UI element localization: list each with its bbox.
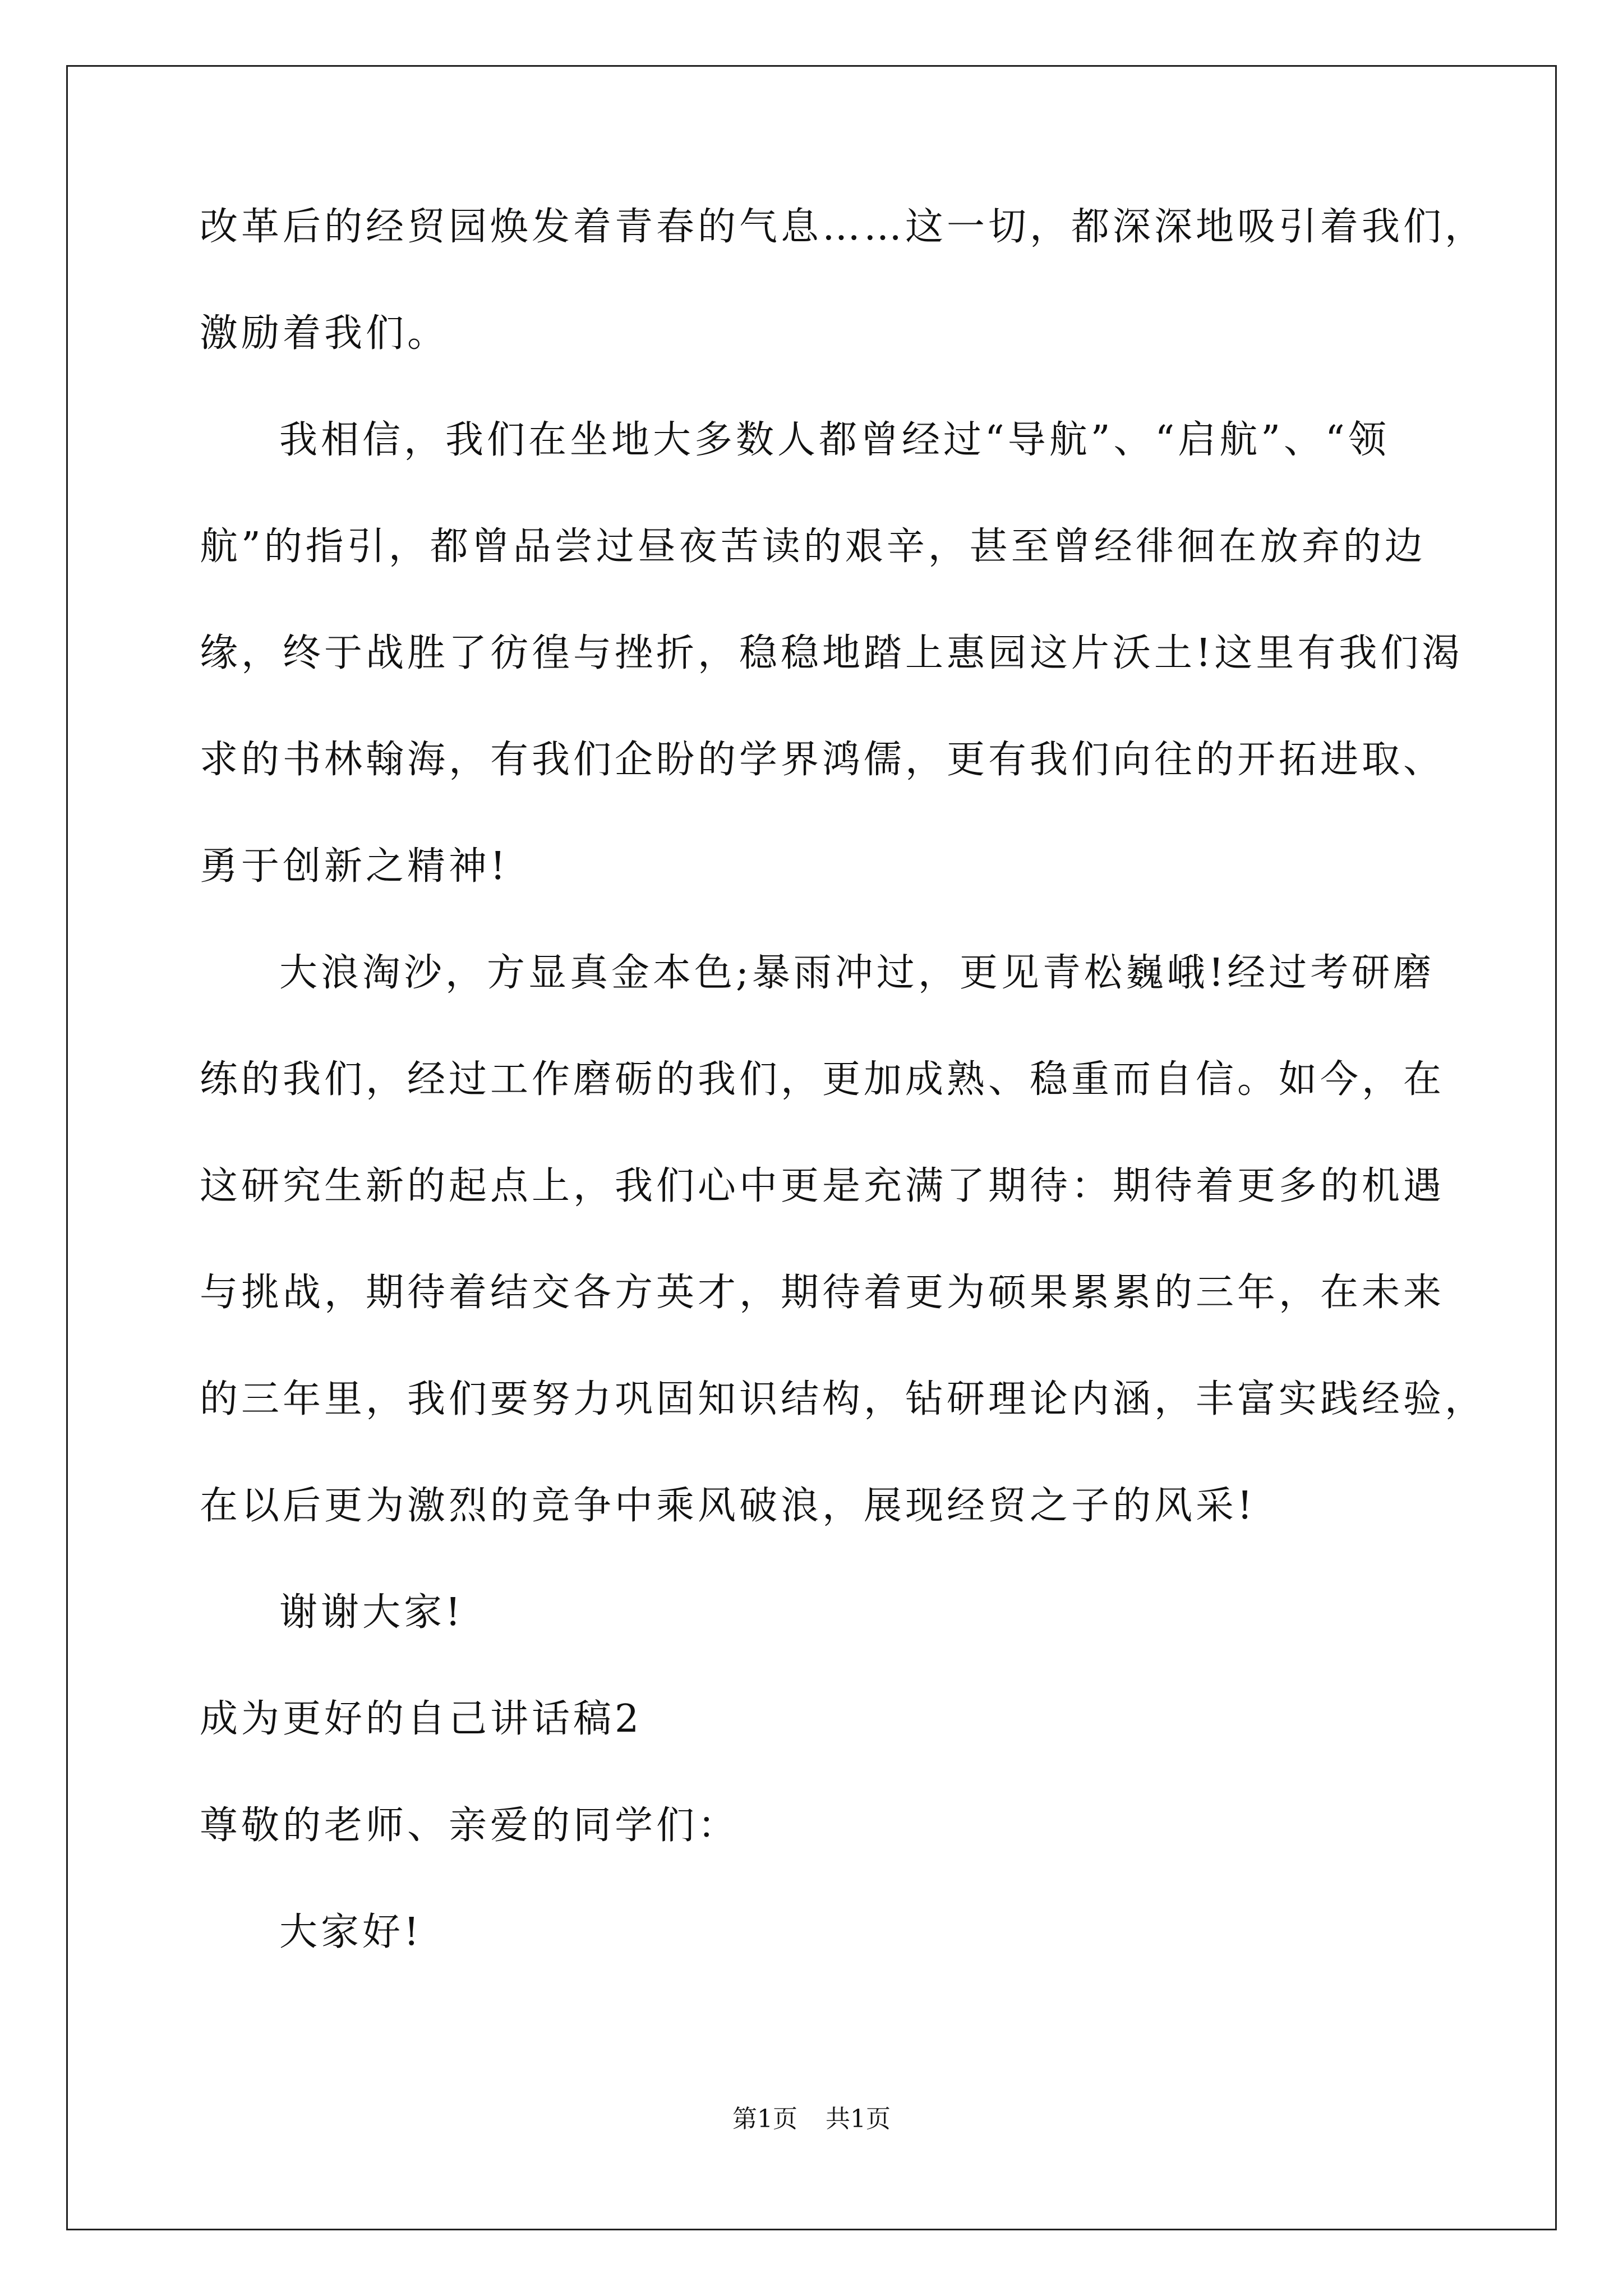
- page-border: [66, 65, 1557, 2230]
- text-line: 与挑战，期待着结交各方英才，期待着更为硕果累累的三年，在未来: [200, 1271, 1445, 1315]
- text-line: 的三年里，我们要努力巩固知识结构，钻研理论内涵，丰富实践经验，: [200, 1377, 1487, 1421]
- salutation: 尊敬的老师、亲爱的同学们：: [200, 1803, 740, 1848]
- text-line: 练的我们，经过工作磨砺的我们，更加成熟、稳重而自信。如今，在: [200, 1057, 1445, 1102]
- paragraph-start-line: 大浪淘沙，方显真金本色;暴雨冲过，更见青松巍峨!经过考研磨: [279, 951, 1435, 995]
- paragraph-start-line: 我相信，我们在坐地大多数人都曾经过“导航”、“启航”、“领: [279, 418, 1390, 462]
- section-title: 成为更好的自己讲话稿2: [200, 1697, 643, 1741]
- text-line: 航”的指引，都曾品尝过昼夜苦读的艰辛，甚至曾经徘徊在放弃的边: [200, 524, 1426, 569]
- closing-line: 谢谢大家!: [279, 1590, 464, 1635]
- greeting: 大家好!: [279, 1910, 423, 1954]
- page-footer: [0, 2102, 1623, 2136]
- text-line: 在以后更为激烈的竞争中乘风破浪，展现经贸之子的风采!: [200, 1484, 1256, 1528]
- page-number-total: 共1页: [826, 2105, 891, 2133]
- text-line: 改革后的经贸园焕发着青春的气息……这一切，都深深地吸引着我们，: [200, 205, 1487, 249]
- text-line: 求的书林翰海，有我们企盼的学界鸿儒，更有我们向往的开拓进取、: [200, 738, 1445, 782]
- text-line: 缘，终于战胜了彷徨与挫折，稳稳地踏上惠园这片沃土!这里有我们渴: [200, 631, 1464, 675]
- text-line: 这研究生新的起点上，我们心中更是充满了期待：期待着更多的机遇: [200, 1164, 1445, 1208]
- text-line: 勇于创新之精神!: [200, 844, 509, 889]
- page-number-current: 第1页: [732, 2105, 797, 2133]
- text-line: 激励着我们。: [200, 311, 449, 356]
